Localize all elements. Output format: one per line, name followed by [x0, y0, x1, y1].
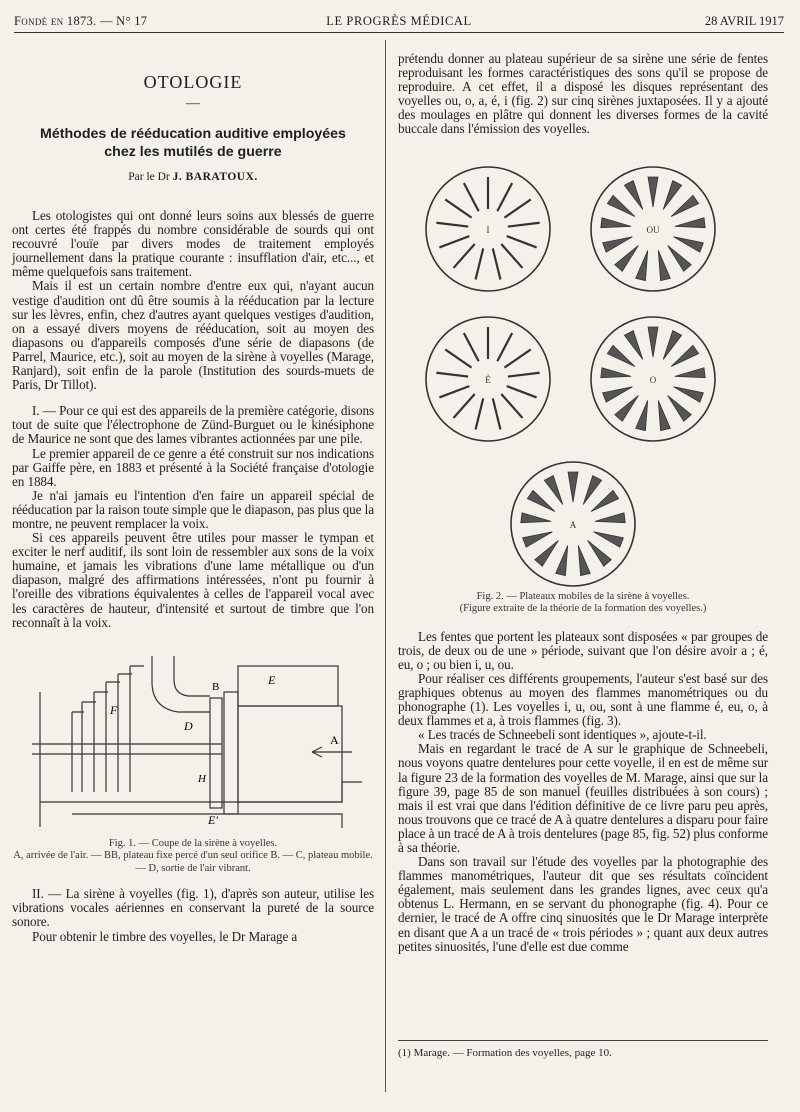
article-title-line-2: chez les mutilés de guerre [104, 144, 282, 160]
running-header [14, 10, 784, 33]
disc-slot [464, 333, 479, 361]
disc-slot [504, 199, 530, 217]
disc-slot [603, 236, 633, 251]
disc-slot [497, 183, 512, 211]
disc-label: A [569, 519, 577, 530]
fig1-label-e-prime: E' [208, 812, 218, 827]
disc-slot [439, 236, 469, 247]
disc-slot [615, 395, 639, 421]
disc-slot [663, 180, 681, 209]
disc-slot [556, 545, 568, 575]
paragraph: II. — La sirène à voyelles (fig. 1), d'après son auteur, utilise les vibrations vocales aériennes en conservant la pureté de la source sonore. [12, 886, 374, 930]
disc-slot [624, 330, 642, 359]
disc-slot [607, 345, 635, 366]
section-dash: — [186, 96, 200, 111]
disc-slot [501, 394, 522, 418]
disc-slot [454, 394, 475, 418]
disc-slot [658, 400, 670, 430]
disc-slot [648, 177, 658, 207]
fig1-label-d: D [184, 718, 193, 733]
fig1-label-h: H [198, 772, 206, 785]
figure-1-siren-section [12, 652, 374, 832]
disc-slot [671, 345, 699, 366]
disc-slot [436, 372, 468, 376]
disc-slot [648, 327, 658, 357]
section-heading: OTOLOGIE [143, 72, 243, 92]
disc-slot [615, 245, 639, 271]
figure-2-caption-source: (Figure extraite de la théorie de la formation des voyelles.) [459, 603, 707, 615]
paragraph: Le premier appareil de ce genre a été construit sur nos indications par Gaiffe père, en 1883 et présenté à la Société française d'otologie en 1884. [12, 445, 374, 489]
vowel-disc [511, 462, 635, 586]
byline-author: J. BARATOUX. [172, 171, 258, 183]
paragraph: Mais en regardant le tracé de A sur le graphique de Schneebeli, nous voyons quatre dentelures pour cette voyelle, il en est de même sur la figure 23 de la formation des voyelles de M. Marage, ainsi que sur la figure 39, page 85 de son manuel (feuilles distribuées à son cours) ; mais il est vrai que dans l'édition définitive de ce livre paru peu après, nous trouvons que ce tracé de A à quatre dentelures a disparu pour faire place à un tracé de A à trois dentelures (page 85, fig. 52) plus conforme à sa théorie. [398, 741, 768, 855]
disc-slot [521, 512, 551, 522]
disc-slot [588, 540, 612, 566]
disc-slot [508, 372, 540, 376]
disc-slot [675, 367, 705, 377]
disc-slot [671, 195, 699, 216]
vowel-disc [426, 317, 550, 441]
disc-slot [527, 490, 555, 511]
disc-slot [658, 250, 670, 280]
figure-1-caption [12, 838, 374, 876]
figure-2-caption-title: Fig. 2. — Plateaux mobiles de la sirène à voyelles. [476, 590, 690, 602]
disc-slot [636, 400, 648, 430]
disc-slot [436, 222, 468, 226]
paragraph: Les fentes que portent les plateaux sont disposées « par groupes de trois, de deux ou de une » période, suivant que l'on désire avoir a ; é, eu, o ; ou bien i, u, ou. [398, 628, 768, 672]
disc-slot [663, 330, 681, 359]
disc-slot [501, 244, 522, 268]
header-journal-title: LE PROGRÈS MÉDICAL [326, 14, 472, 28]
byline [12, 171, 374, 183]
disc-slot [603, 386, 633, 401]
fig1-label-a: A [330, 732, 339, 747]
paragraph: Pour obtenir le timbre des voyelles, le Dr Marage a [32, 928, 298, 944]
disc-slot [493, 398, 501, 429]
paragraph: Dans son travail sur l'étude des voyelles par la photographie des flammes manométriques, l'auteur dit que ses résultats coïncident également, mais seulement dans les grandes lignes, avec ceux qu'a obtenus L. Hermann, en se servant du phonographe (fig. 4). Pour ce dernier, le tracé de A offre cinq sinuosités que le Dr Marage interprète en disant que A a un tracé de « trois périodes » ; quant aux deux autres petites sinuosités, l'une d'elle est due comme [398, 854, 768, 954]
disc-slot [675, 217, 705, 227]
disc-slot [445, 199, 471, 217]
disc-slot [578, 545, 590, 575]
disc-slot [568, 472, 578, 502]
paragraph: Mais il est un certain nombre d'entre eux qui, n'ayant aucun vestige d'audition ont dû être soumis à la rééducation par la lecture sur les lèvres, enfin, chez d'autres ayant quelques vestiges d'audition, on a essayé divers moyens de rééducation, soit au moyen des diapasons ou d'appareils composés d'une série de diapasons (de Parrel, Maurice, etc.), soit au moyen de la sirène à voyelles (Marage, Ranjard), soit enfin de la parole (Institution des sourds-muets de Paris, Dr Tillot). [12, 278, 374, 393]
figure-1-caption-legend: A, arrivée de l'air. — BB, plateau fixe percé d'un seul orifice B. — C, plateau mobile. — D, sortie de l'air vibrant. [13, 850, 373, 874]
byline-prefix: Par le Dr [128, 171, 170, 183]
figure-1-caption-title: Fig. 1. — Coupe de la sirène à voyelles. [108, 837, 278, 849]
disc-slot [591, 490, 619, 511]
disc-slot [636, 250, 648, 280]
vowel-disc [426, 167, 550, 291]
disc-slot [544, 475, 562, 504]
figure-2-vowel-discs [398, 159, 768, 589]
disc-label: É [485, 374, 491, 385]
disc-slot [445, 349, 471, 367]
disc-slot [504, 349, 530, 367]
disc-slot [668, 395, 692, 421]
disc-slot [476, 398, 484, 429]
paragraph: « Les tracés de Schneebeli sont identiques », ajoute-t-il. [418, 727, 707, 743]
paragraph: Les otologistes qui ont donné leurs soins aux blessés de guerre ont certes été frappés du nombre considérable de sourds qui ont recouvré l'ouïe par divers modes de traitement employés journellement dans la pratique courante : insufflation d'air, etc..., et même quelquefois sans traitement. [12, 208, 374, 280]
disc-label: OU [646, 224, 660, 235]
disc-slot [454, 244, 475, 268]
disc-slot [607, 195, 635, 216]
disc-slot [439, 386, 469, 397]
disc-slot [507, 236, 537, 247]
right-column [398, 52, 768, 954]
column-divider [385, 40, 386, 1092]
article-title [12, 125, 374, 161]
disc-slot [508, 222, 540, 226]
paragraph: I. — Pour ce qui est des appareils de la première catégorie, disons tout de suite que l'électrophone de Zünd-Burguet ou le kinésiphone de Maurice ne sont que des lames vibrantes actionnées par une pile. [12, 403, 374, 447]
header-founded: Fondé en 1873. — N° 17 [14, 14, 148, 28]
disc-slot [523, 531, 553, 546]
fig1-label-b: B [212, 680, 220, 693]
paragraph: Je n'ai jamais eu l'intention d'en faire un appareil spécial de rééducation par la raison toute simple que le diapason, pas plus que la montre, ne peuvent remplacer la voix. [12, 487, 374, 531]
paragraph: prétendu donner au plateau supérieur de sa sirène une série de fentes reproduisant les formes caractéristiques des sons qu'il se propose de reproduire. A cet effet, il a disposé les disques représentant des voyelles ou, o, a, é, i (fig. 2) sur cinq sirènes juxtaposées. Il y a ajouté des moulages en plâtre qui donnent les diverses formes de la cavité buccale dans l'émission des voyelles. [398, 51, 768, 137]
left-column [12, 44, 374, 944]
header-date: 28 AVRIL 1917 [704, 14, 784, 28]
disc-slot [674, 236, 704, 251]
disc-slot [497, 333, 512, 361]
disc-slot [668, 245, 692, 271]
disc-slot [674, 386, 704, 401]
vowel-disc [591, 167, 715, 291]
fig1-label-e: E [268, 672, 276, 687]
disc-label: I [486, 224, 490, 235]
fig1-label-f: F [110, 702, 118, 717]
vowel-disc [591, 317, 715, 441]
disc-slot [507, 386, 537, 397]
disc-slot [594, 531, 624, 546]
disc-slot [464, 183, 479, 211]
paragraph: Pour réaliser ces différents groupements, l'auteur s'est basé sur des graphiques obtenus au moyen des flammes manométriques ou du phonographe (1). Les voyelles i, u, ou, sont à une flamme é, eu, o, à deux flammes et a, à trois flammes (fig. 3). [398, 670, 768, 729]
figure-2-caption [398, 591, 768, 616]
disc-slot [601, 217, 631, 227]
paragraph: Si ces appareils peuvent être utiles pour masser le tympan et exciter le nerf auditif, ils sont loin de ressembler aux sons de la voix humaine, et jamais les vibrations d'une lame métallique ou d'un diapason, malgré des affirmations intéressées, n'ont pu fournir à l'oreille des vibrations équivalentes à celles de l'appareil vocal avec les caractères de hauteur, d'intensité et surtout de timbre que l'on reconnaît à la voix. [12, 530, 374, 630]
disc-slot [595, 512, 625, 522]
disc-slot [583, 475, 601, 504]
disc-label: O [649, 374, 657, 385]
footnote: (1) Marage. — Formation des voyelles, page 10. [398, 1040, 768, 1059]
article-title-line-1: Méthodes de rééducation auditive employées [40, 126, 346, 142]
disc-slot [624, 180, 642, 209]
disc-slot [493, 248, 501, 279]
disc-slot [535, 540, 559, 566]
disc-slot [476, 248, 484, 279]
disc-slot [601, 367, 631, 377]
